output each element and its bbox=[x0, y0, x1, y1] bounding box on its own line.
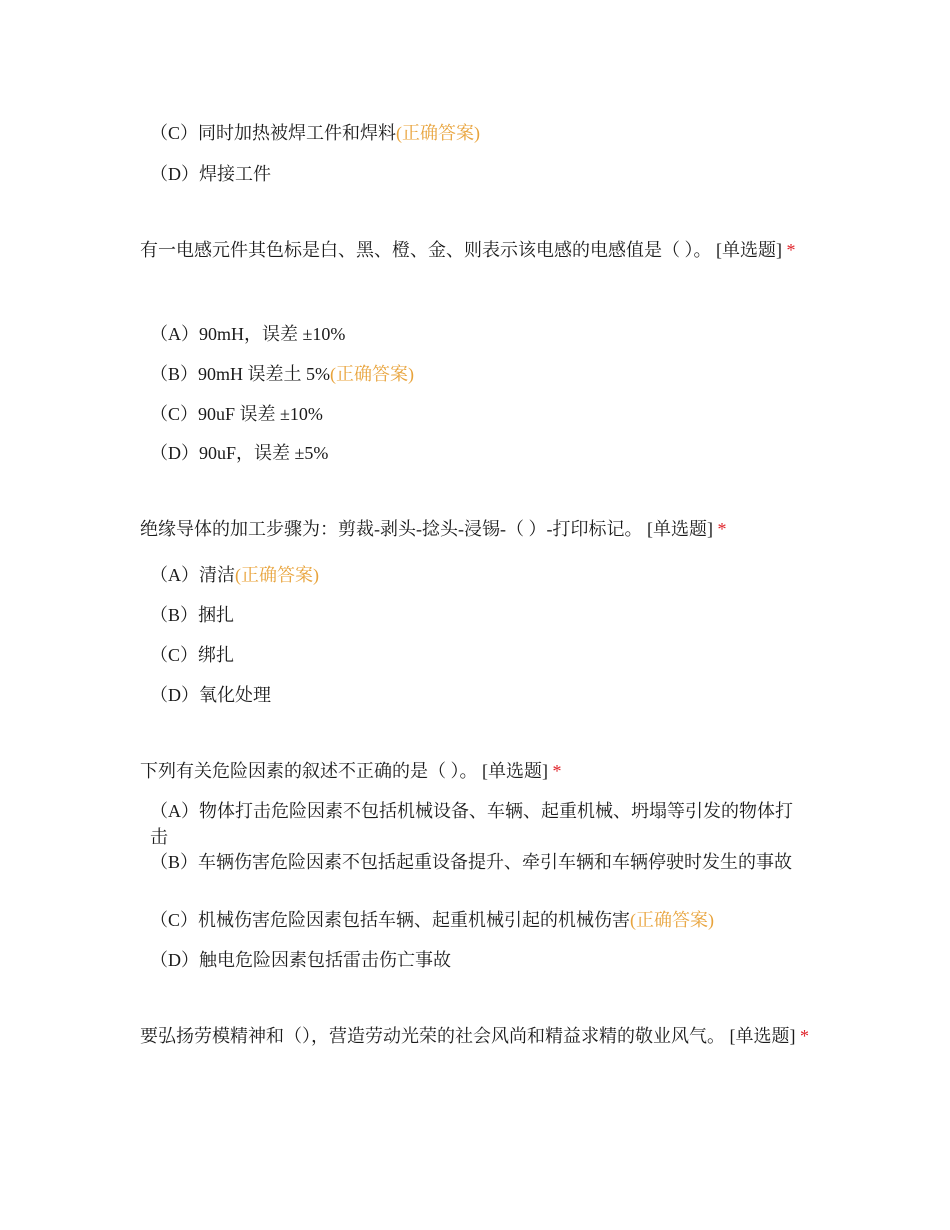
option-b bbox=[150, 362, 810, 386]
question-4 bbox=[140, 1018, 810, 1055]
option-text: （D）氧化处理 bbox=[150, 685, 271, 705]
option-b bbox=[150, 849, 800, 875]
question-1 bbox=[140, 232, 810, 269]
correct-answer-marker: (正确答案) bbox=[235, 565, 319, 585]
option-text: （D）触电危险因素包括雷击伤亡事故 bbox=[150, 950, 451, 970]
option-text: （A）90mH，误差 ±10% bbox=[150, 324, 346, 344]
option-text: （B）车辆伤害危险因素不包括起重设备提升、牵引车辆和车辆停驶时发生的事故 bbox=[150, 852, 793, 872]
option-c bbox=[150, 643, 810, 667]
option-text: （B）90mH 误差土 5% bbox=[150, 364, 330, 384]
required-marker: * bbox=[552, 761, 562, 781]
option-d bbox=[150, 948, 810, 972]
question-2 bbox=[140, 511, 810, 548]
option-a bbox=[150, 563, 810, 587]
option-d bbox=[150, 162, 810, 186]
required-marker: * bbox=[800, 1026, 809, 1046]
option-text: （C）绑扎 bbox=[150, 645, 235, 665]
question-3 bbox=[140, 753, 810, 790]
option-d bbox=[150, 683, 810, 707]
option-d bbox=[150, 441, 810, 465]
correct-answer-marker: (正确答案) bbox=[630, 910, 715, 930]
option-c bbox=[150, 121, 810, 145]
question-text: 下列有关危险因素的叙述不正确的是（ ）。 [单选题] bbox=[140, 761, 548, 781]
option-b bbox=[150, 603, 810, 627]
option-text: （B）捆扎 bbox=[150, 605, 235, 625]
required-marker: * bbox=[717, 519, 727, 539]
question-text: 有一电感元件其色标是白、黑、橙、金、则表示该电感的电感值是（ ）。 [单选题] bbox=[140, 240, 782, 260]
option-c bbox=[150, 908, 810, 932]
option-text: （C）90uF 误差 ±10% bbox=[150, 404, 323, 424]
question-text: 要弘扬劳模精神和（），营造劳动光荣的社会风尚和精益求精的敬业风气。 [单选题] bbox=[140, 1026, 796, 1046]
option-text: （A）清洁 bbox=[150, 565, 235, 585]
option-text: （A）物体打击危险因素不包括机械设备、车辆、起重机械、坍塌等引发的物体打击 bbox=[150, 801, 793, 847]
option-text: （C）机械伤害危险因素包括车辆、起重机械引起的机械伤害 bbox=[150, 910, 631, 930]
correct-answer-marker: (正确答案) bbox=[330, 364, 414, 384]
option-a bbox=[150, 798, 800, 850]
required-marker: * bbox=[786, 240, 796, 260]
option-text: （C）同时加热被焊工件和焊料 bbox=[150, 123, 397, 143]
option-c bbox=[150, 402, 810, 426]
option-text: （D）焊接工件 bbox=[150, 164, 271, 184]
option-text: （D）90uF，误差 ±5% bbox=[150, 443, 329, 463]
correct-answer-marker: (正确答案) bbox=[396, 123, 481, 143]
question-text: 绝缘导体的加工步骤为：剪裁-剥头-捻头-浸锡-（ ）-打印标记。 [单选题] bbox=[140, 519, 713, 539]
option-a bbox=[150, 322, 810, 346]
